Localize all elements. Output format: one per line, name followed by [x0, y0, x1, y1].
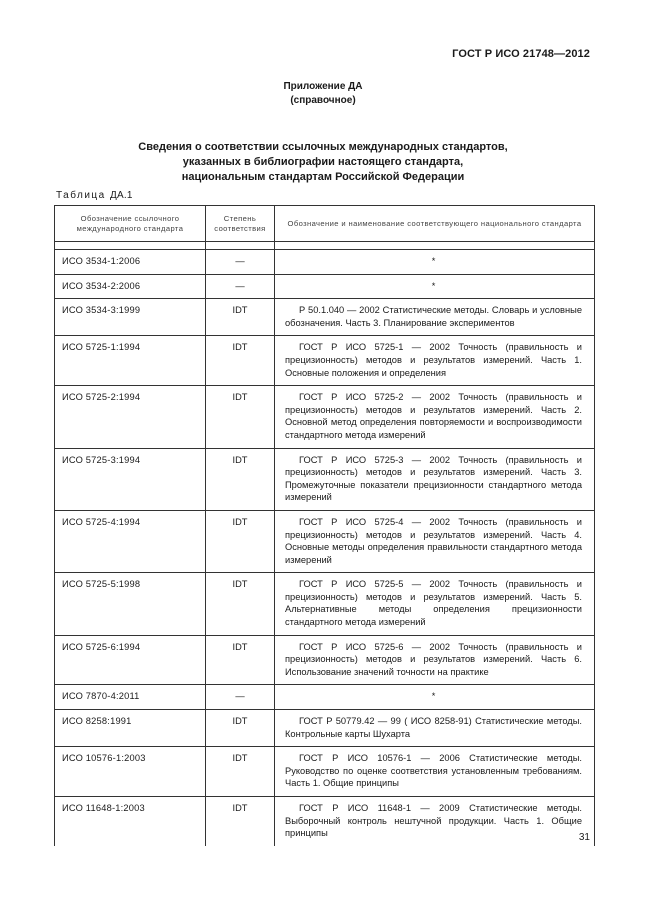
table-row — [55, 510, 595, 572]
annex-subtitle: (справочное) — [290, 95, 356, 106]
table-row — [55, 635, 595, 685]
correspondence-degree-cell: IDT — [206, 386, 275, 448]
table-caption-label: Таблица — [56, 190, 106, 201]
national-standard-cell: ГОСТ Р ИСО 11648-1 — 2009 Статистические методы. Выборочный контроль нештучной продукции. Часть 1. Общие принципы — [275, 797, 595, 846]
correspondence-degree-cell: — — [206, 250, 275, 275]
annex-title: Приложение ДА — [283, 81, 363, 92]
correspondence-degree-cell: IDT — [206, 573, 275, 635]
table-row — [55, 299, 595, 336]
section-title — [0, 140, 646, 185]
table-row — [55, 747, 595, 797]
column-header-international: Обозначение ссылочного международного стандарта — [55, 206, 206, 242]
correspondence-degree-cell: IDT — [206, 747, 275, 797]
section-title-line-1: Сведения о соответствии ссылочных международных стандартов, — [138, 141, 508, 153]
national-standard-cell: Р 50.1.040 — 2002 Статистические методы. Словарь и условные обозначения. Часть 3. Планирование экспериментов — [275, 299, 595, 336]
correspondence-degree-cell: IDT — [206, 299, 275, 336]
table-row — [55, 274, 595, 299]
table-row — [55, 386, 595, 448]
international-standard-cell: ИСО 5725-4:1994 — [55, 510, 206, 572]
table-row — [55, 797, 595, 846]
header-spacer-row — [55, 242, 595, 250]
international-standard-cell: ИСО 5725-6:1994 — [55, 635, 206, 685]
correspondence-degree-cell: IDT — [206, 710, 275, 747]
national-standard-cell: ГОСТ Р 50779.42 — 99 ( ИСО 8258-91) Статистические методы. Контрольные карты Шухарта — [275, 710, 595, 747]
table-row — [55, 336, 595, 386]
international-standard-cell: ИСО 5725-5:1998 — [55, 573, 206, 635]
correspondence-degree-cell: IDT — [206, 635, 275, 685]
national-standard-cell: ГОСТ Р ИСО 5725-4 — 2002 Точность (правильность и прецизионность) методов и результатов измерений. Часть 4. Основные методы определения правильности стандартного метода измерений — [275, 510, 595, 572]
international-standard-cell: ИСО 5725-2:1994 — [55, 386, 206, 448]
national-standard-cell: ГОСТ Р ИСО 5725-1 — 2002 Точность (правильность и прецизионность) методов и результатов измерений. Часть 1. Основные положения и определения — [275, 336, 595, 386]
table-row — [55, 250, 595, 275]
international-standard-cell: ИСО 3534-3:1999 — [55, 299, 206, 336]
international-standard-cell: ИСО 5725-3:1994 — [55, 448, 206, 510]
national-standard-cell: ГОСТ Р ИСО 5725-3 — 2002 Точность (правильность и прецизионность) методов и результатов измерений. Часть 3. Промежуточные показатели прецизионности стандартного метода измерений — [275, 448, 595, 510]
table-row — [55, 573, 595, 635]
table-row — [55, 710, 595, 747]
standards-correspondence-table — [54, 205, 595, 846]
national-standard-cell: ГОСТ Р ИСО 5725-6 — 2002 Точность (правильность и прецизионность) методов и результатов измерений. Часть 6. Использование значений точности на практике — [275, 635, 595, 685]
international-standard-cell: ИСО 7870-4:2011 — [55, 685, 206, 710]
correspondence-degree-cell: IDT — [206, 797, 275, 846]
column-header-degree: Степень соответствия — [206, 206, 275, 242]
international-standard-cell: ИСО 10576-1:2003 — [55, 747, 206, 797]
international-standard-cell: ИСО 11648-1:2003 — [55, 797, 206, 846]
table-body — [55, 242, 595, 846]
table-caption-number: ДА.1 — [110, 190, 133, 201]
international-standard-cell: ИСО 5725-1:1994 — [55, 336, 206, 386]
international-standard-cell: ИСО 3534-2:2006 — [55, 274, 206, 299]
table-caption — [56, 190, 133, 201]
section-title-line-2: указанных в библиографии настоящего стандарта, — [182, 156, 464, 168]
correspondence-degree-cell: — — [206, 685, 275, 710]
national-standard-cell: * — [275, 250, 595, 275]
table-row — [55, 685, 595, 710]
national-standard-cell: * — [275, 274, 595, 299]
national-standard-cell: * — [275, 685, 595, 710]
table-header-row — [55, 206, 595, 242]
international-standard-cell: ИСО 3534-1:2006 — [55, 250, 206, 275]
table-row — [55, 448, 595, 510]
annex-heading — [0, 80, 646, 108]
column-header-national: Обозначение и наименование соответствующего национального стандарта — [275, 206, 595, 242]
correspondence-degree-cell: — — [206, 274, 275, 299]
correspondence-degree-cell: IDT — [206, 448, 275, 510]
correspondence-degree-cell: IDT — [206, 336, 275, 386]
national-standard-cell: ГОСТ Р ИСО 10576-1 — 2006 Статистические методы. Руководство по оценке соответствия установленным требованиям. Часть 1. Общие принципы — [275, 747, 595, 797]
page-number: 31 — [578, 832, 590, 843]
international-standard-cell: ИСО 8258:1991 — [55, 710, 206, 747]
national-standard-cell: ГОСТ Р ИСО 5725-5 — 2002 Точность (правильность и прецизионность) методов и результатов измерений. Часть 5. Альтернативные методы определения прецизионности стандартного метода измерений — [275, 573, 595, 635]
section-title-line-3: национальным стандартам Российской Федерации — [181, 171, 465, 183]
national-standard-cell: ГОСТ Р ИСО 5725-2 — 2002 Точность (правильность и прецизионность) методов и результатов измерений. Часть 2. Основной метод определения повторяемости и воспроизводимости стандартного метода измерений — [275, 386, 595, 448]
document-code: ГОСТ Р ИСО 21748—2012 — [452, 48, 590, 60]
correspondence-degree-cell: IDT — [206, 510, 275, 572]
